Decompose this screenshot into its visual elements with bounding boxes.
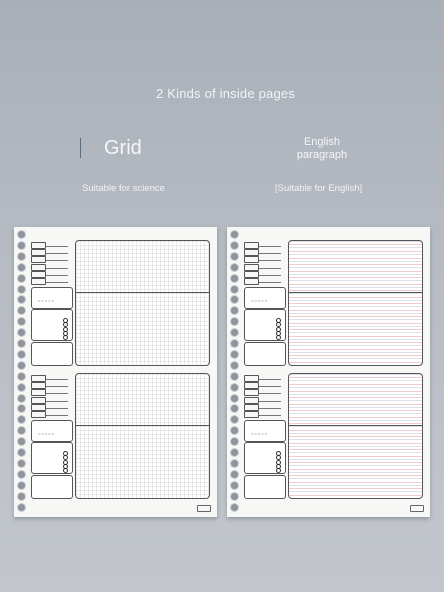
field-line [31,242,69,247]
field-underline [259,379,281,380]
field-underline [46,253,68,254]
grid-subtitle: Suitable for science [82,183,165,194]
field-tag [31,264,46,271]
checklist-box [31,309,73,341]
field-line [244,375,282,380]
field-underline [46,260,68,261]
field-underline [259,393,281,394]
binder-hole [17,306,26,315]
field-tag [31,397,46,404]
binder-hole [230,317,239,326]
field-tag [244,256,259,263]
note-box [244,475,286,499]
field-underline [46,268,68,269]
field-line [31,382,69,387]
binder-hole [230,361,239,370]
binder-hole [17,448,26,457]
binder-holes [17,230,27,514]
binder-hole [230,459,239,468]
checklist-box [244,442,286,474]
note-box [31,475,73,499]
binder-hole [230,285,239,294]
note-box [31,342,73,366]
ruled-writing-area [288,240,423,366]
field-tag [31,278,46,285]
field-underline [259,386,281,387]
binder-hole [230,350,239,359]
writing-area-separator [289,292,422,293]
field-line [244,411,282,416]
checklist-circle [63,468,68,473]
field-line [244,389,282,394]
field-underline [259,275,281,276]
page-number-box [197,505,211,512]
field-tag [244,375,259,382]
field-line [31,249,69,254]
field-line [244,264,282,269]
field-underline [259,282,281,283]
grid-writing-area [75,373,210,499]
binder-hole [230,263,239,272]
binder-hole [17,437,26,446]
english-subtitle: [Suitable for English] [275,183,363,194]
binder-hole [17,372,26,381]
writing-area-separator [76,425,209,426]
english-type-label: English paragraph [296,136,348,161]
field-underline [259,253,281,254]
field-tag [31,242,46,249]
field-underline [46,408,68,409]
field-underline [46,246,68,247]
binder-hole [17,361,26,370]
binder-hole [17,252,26,261]
binder-hole [230,295,239,304]
field-line [244,404,282,409]
binder-hole [17,317,26,326]
field-underline [46,393,68,394]
field-underline [259,268,281,269]
field-tag [31,411,46,418]
binder-hole [17,285,26,294]
english-page-preview [227,227,430,517]
binder-hole [17,350,26,359]
binder-hole [230,448,239,457]
rating-circles: ○○○○○ [251,431,269,436]
binder-hole [17,263,26,272]
field-line [244,242,282,247]
field-line [31,264,69,269]
field-tag [31,382,46,389]
field-underline [259,408,281,409]
binder-hole [230,328,239,337]
field-tag [31,375,46,382]
ruled-writing-area [288,373,423,499]
binder-hole [230,383,239,392]
writing-area-separator [289,425,422,426]
rating-box [31,287,73,309]
binder-hole [230,252,239,261]
field-line [244,382,282,387]
field-tag [244,264,259,271]
binder-hole [17,415,26,424]
field-tag [244,411,259,418]
field-underline [46,275,68,276]
field-tag [31,271,46,278]
binder-hole [17,459,26,468]
grid-page-bottom-section [29,371,212,499]
field-tag [244,242,259,249]
field-underline [46,379,68,380]
binder-hole [17,394,26,403]
binder-holes [230,230,240,514]
grid-page-preview [14,227,217,517]
grid-type-label: Grid [104,137,142,159]
rating-circles: ○○○○○ [38,431,56,436]
field-line [244,271,282,276]
field-underline [46,401,68,402]
field-tag [244,278,259,285]
binder-hole [17,383,26,392]
binder-hole [17,503,26,512]
field-line [31,278,69,283]
field-underline [46,415,68,416]
field-tag [244,389,259,396]
binder-hole [17,241,26,250]
binder-hole [17,274,26,283]
field-line [31,389,69,394]
field-tag [244,382,259,389]
rating-box [31,420,73,442]
binder-hole [17,328,26,337]
field-underline [259,260,281,261]
binder-hole [230,274,239,283]
binder-hole [230,470,239,479]
binder-hole [230,372,239,381]
field-line [31,404,69,409]
english-page-top-section [242,238,425,366]
rating-circles: ○○○○○ [38,298,56,303]
page-number-box [410,505,424,512]
field-line [31,271,69,276]
binder-hole [230,404,239,413]
field-tag [244,271,259,278]
hero-title: 2 Kinds of inside pages [156,86,296,101]
binder-hole [17,481,26,490]
field-tag [31,404,46,411]
rating-box [244,420,286,442]
binder-hole [17,404,26,413]
field-underline [259,401,281,402]
checklist-box [244,309,286,341]
grid-page-top-section [29,238,212,366]
note-box [244,342,286,366]
field-underline [259,246,281,247]
binder-hole [230,394,239,403]
field-tag [244,397,259,404]
rating-box [244,287,286,309]
title-divider [80,138,81,158]
binder-hole [17,426,26,435]
field-line [31,256,69,261]
field-tag [31,249,46,256]
checklist-circle [63,335,68,340]
field-line [31,375,69,380]
english-page-bottom-section [242,371,425,499]
field-line [31,411,69,416]
binder-hole [230,503,239,512]
field-line [244,397,282,402]
checklist-circle [276,468,281,473]
field-underline [46,386,68,387]
rating-circles: ○○○○○ [251,298,269,303]
binder-hole [230,241,239,250]
field-line [244,256,282,261]
field-line [244,249,282,254]
binder-hole [230,437,239,446]
field-underline [259,415,281,416]
binder-hole [230,230,239,239]
field-line [31,397,69,402]
field-line [244,278,282,283]
binder-hole [17,295,26,304]
field-tag [31,256,46,263]
binder-hole [230,339,239,348]
binder-hole [230,481,239,490]
binder-hole [17,339,26,348]
binder-hole [17,470,26,479]
binder-hole [17,492,26,501]
binder-hole [230,306,239,315]
grid-writing-area [75,240,210,366]
binder-hole [230,426,239,435]
binder-hole [17,230,26,239]
binder-hole [230,492,239,501]
field-tag [31,389,46,396]
checklist-box [31,442,73,474]
writing-area-separator [76,292,209,293]
field-tag [244,249,259,256]
field-underline [46,282,68,283]
checklist-circle [276,335,281,340]
binder-hole [230,415,239,424]
field-tag [244,404,259,411]
